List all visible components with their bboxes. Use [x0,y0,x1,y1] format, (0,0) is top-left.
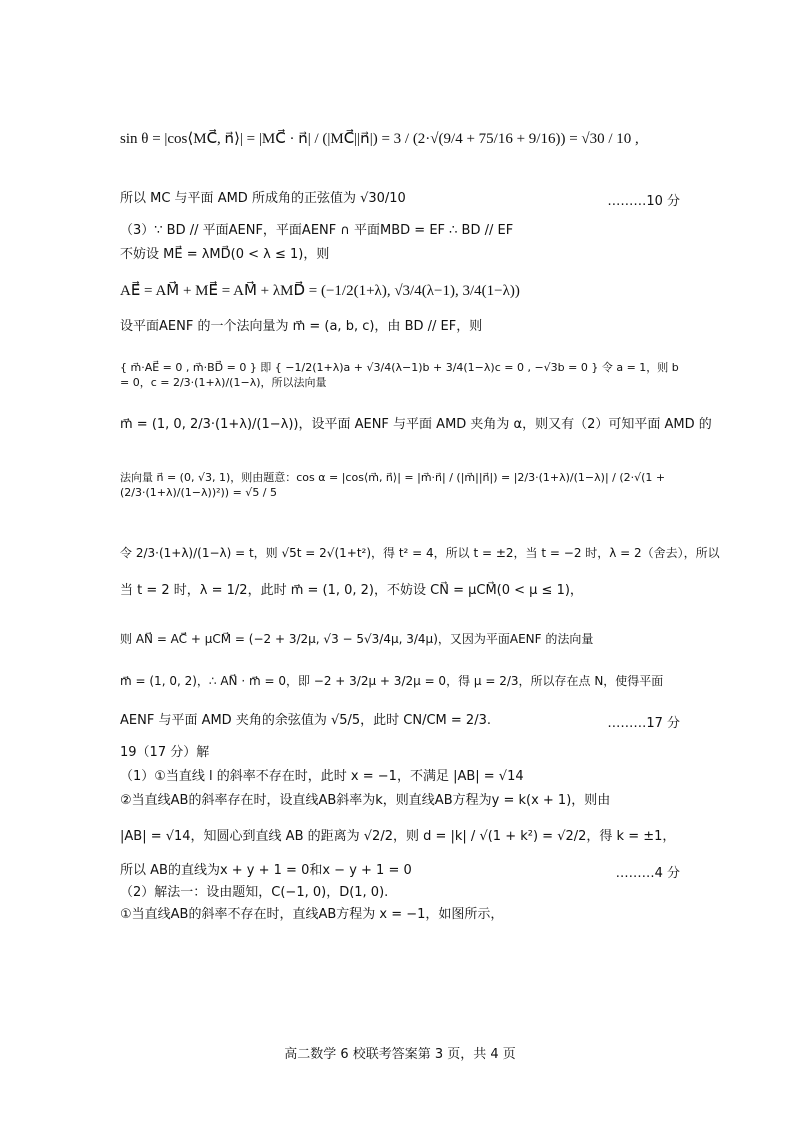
text-line-3 [120,222,690,240]
text-line-12 [120,630,690,648]
text-line-16 [120,768,690,786]
line-text: 当 t = 2 时，λ = 1/2，此时 m⃗ = (1, 0, 2)，不妨设 CN⃗ = μCM⃗(0 < μ ≤ 1)， [120,583,583,598]
text-line-17 [120,792,690,810]
line-text: m⃗ = (1, 0, 2)，∴ AN⃗ · m⃗ = 0，即 −2 + 3/2μ + 3/2μ = 0，得 μ = 2/3，所以存在点 N，使得平面 [120,674,664,688]
line-text: { m⃗·AE⃗ = 0 , m⃗·BD⃗ = 0 } 即 { −1/2(1+λ)a + √3/4(λ−1)b + 3/4(1−λ)c = 0 , −√3b = 0 } 令 a = 1，则 b = 0，c = 2/3·(1+λ)/(1−λ)，所以法向量 [120,361,679,389]
text-line-6 [120,318,690,336]
line-text: m⃗ = (1, 0, 2/3·(1+λ)/(1−λ))，设平面 AENF 与平面 AMD 夹角为 α，则又有（2）可知平面 AMD 的 [120,417,712,432]
line-text: 所以 AB的直线为x + y + 1 = 0和x − y + 1 = 0 [120,863,412,878]
page-footer: 高二数学 6 校联考答案第 3 页，共 4 页 [284,1047,516,1062]
line-text: ②当直线AB的斜率存在时，设直线AB斜率为k，则直线AB方程为y = k(x + 1)，则由 [120,793,611,808]
text-line-19 [120,862,690,880]
text-line-15 [120,744,690,762]
line-text: |AB| = √14，知圆心到直线 AB 的距离为 √2/2，则 d = |k| / √(1 + k²) = √2/2，得 k = ±1， [120,829,676,844]
text-line-4 [120,246,690,264]
text-line-11 [120,582,690,600]
text-line-1 [120,130,690,148]
text-line-20 [120,884,690,902]
score-mark-4: ………4 分 [615,866,680,881]
text-line-7 [120,360,690,390]
line-text: AE⃗ = AM⃗ + ME⃗ = AM⃗ + λMD⃗ = (−1/2(1+λ), √3/4(λ−1), 3/4(1−λ)) [120,283,520,299]
line-text: 法向量 n⃗ = (0, √3, 1)，则由题意：cos α = |cos⟨m⃗, n⃗⟩| = |m⃗·n⃗| / (|m⃗||n⃗|) = |2/3·(1+λ)/(1−λ)| / (2·√(1 + (2/3·(1+λ)/(1−λ))²)) = √5 / 5 [120,471,666,499]
text-line-9 [120,470,690,500]
text-line-2 [120,190,690,208]
text-line-14 [120,712,690,730]
line-text: ①当直线AB的斜率不存在时，直线AB方程为 x = −1，如图所示， [120,907,504,922]
line-text: 令 2/3·(1+λ)/(1−λ) = t，则 √5t = 2√(1+t²)，得 t² = 4，所以 t = ±2，当 t = −2 时，λ = 2（舍去），所以 [120,546,720,560]
line-text: （3）∵ BD // 平面AENF，平面AENF ∩ 平面MBD = EF ∴ BD // EF [120,223,514,238]
text-line-21 [120,906,690,924]
text-line-5 [120,282,690,300]
text-line-10 [120,544,720,562]
line-text: （1）①当直线 l 的斜率不存在时，此时 x = −1，不满足 |AB| = √14 [120,769,524,784]
line-text: 19（17 分）解 [120,745,210,760]
line-text: AENF 与平面 AMD 夹角的余弦值为 √5/5，此时 CN/CM = 2/3. [120,713,491,728]
text-line-8 [120,416,712,434]
text-line-18 [120,828,690,846]
score-mark-17: ………17 分 [607,716,680,731]
line-text: 设平面AENF 的一个法向量为 m⃗ = (a, b, c)，由 BD // EF，则 [120,319,483,334]
line-text: sin θ = |cos⟨MC⃗, n⃗⟩| = |MC⃗ · n⃗| / (|MC⃗||n⃗|) = 3 / (2·√(9/4 + 75/16 + 9/16)) = √30 / 10 , [120,131,639,147]
text-line-13 [120,672,690,690]
line-text: （2）解法一：设由题知，C(−1, 0)，D(1, 0). [120,885,389,900]
line-text: 则 AN⃗ = AC⃗ + μCM⃗ = (−2 + 3/2μ, √3 − 5√3/4μ, 3/4μ)，又因为平面AENF 的法向量 [120,632,594,646]
line-text: 不妨设 ME⃗ = λMD⃗(0 < λ ≤ 1)，则 [120,247,330,262]
score-mark-10: ………10 分 [607,194,680,209]
line-text: 所以 MC 与平面 AMD 所成角的正弦值为 √30/10 [120,191,406,206]
